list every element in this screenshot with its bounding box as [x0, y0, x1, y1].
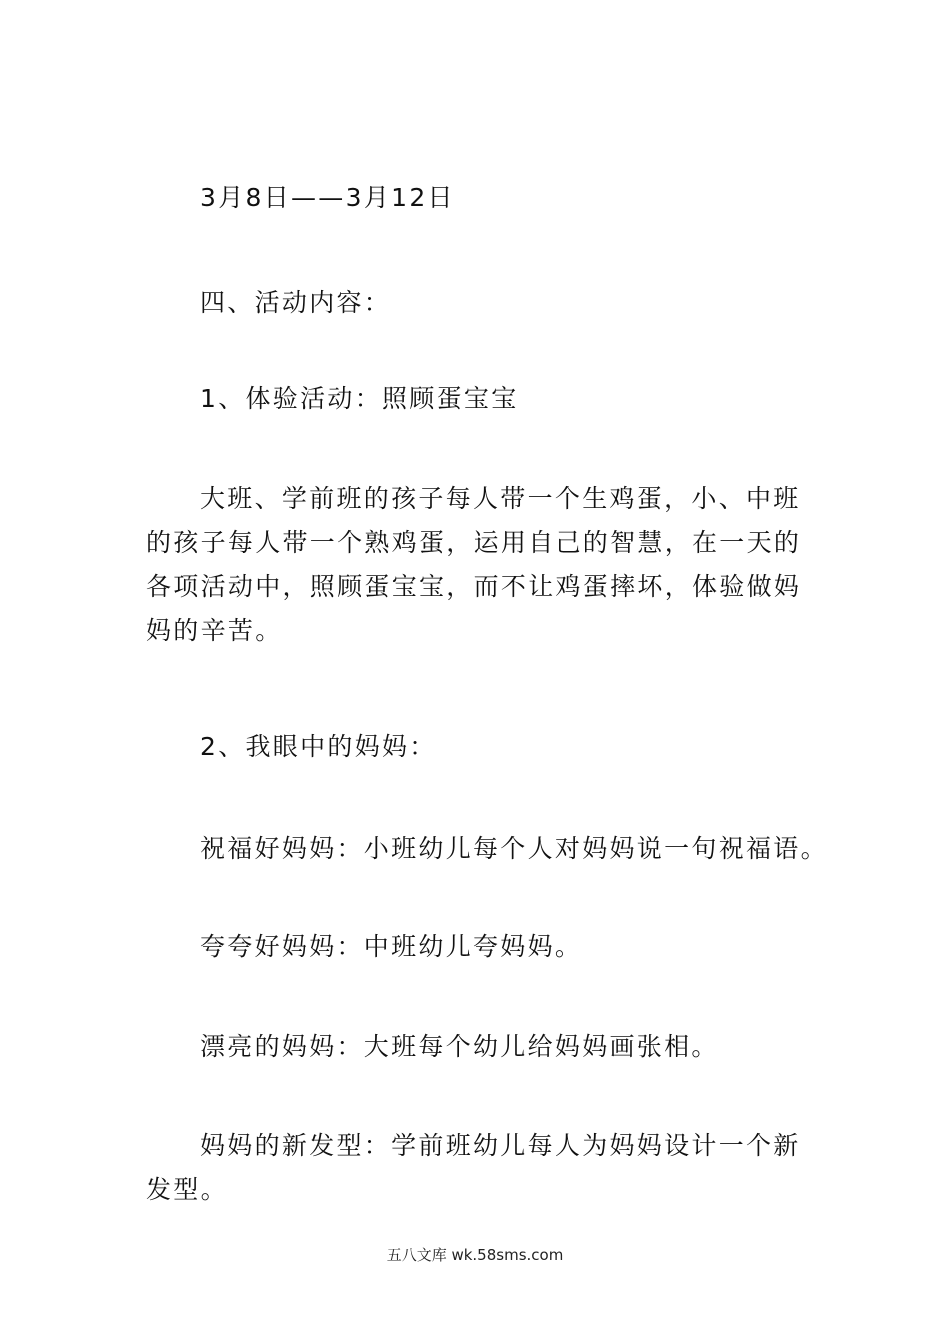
- item2-sub1-line: 祝福好妈妈：小班幼儿每个人对妈妈说一句祝福语。: [200, 834, 828, 863]
- footer-source: 五八文库 wk.58sms.com: [386, 1246, 564, 1264]
- section-heading: 四、活动内容：: [200, 288, 392, 317]
- item1-heading: 1、体验活动：照顾蛋宝宝: [200, 384, 519, 413]
- item2-sub2-line: 夸夸好妈妈：中班幼儿夸妈妈。: [200, 932, 583, 961]
- item2-sub3-line: 漂亮的妈妈：大班每个幼儿给妈妈画张相。: [200, 1032, 719, 1061]
- item1-body-paragraph: 大班、学前班的孩子每人带一个生鸡蛋，小、中班的孩子每人带一个熟鸡蛋，运用自己的智慧，在一天的各项活动中，照顾蛋宝宝，而不让鸡蛋摔坏，体验做妈妈的辛苦。: [146, 484, 802, 645]
- item2-heading: 2、我眼中的妈妈：: [200, 732, 437, 761]
- item2-sub4-paragraph: 妈妈的新发型：学前班幼儿每人为妈妈设计一个新发型。: [146, 1131, 801, 1204]
- date-range-line: 3月8日——3月12日: [200, 183, 455, 212]
